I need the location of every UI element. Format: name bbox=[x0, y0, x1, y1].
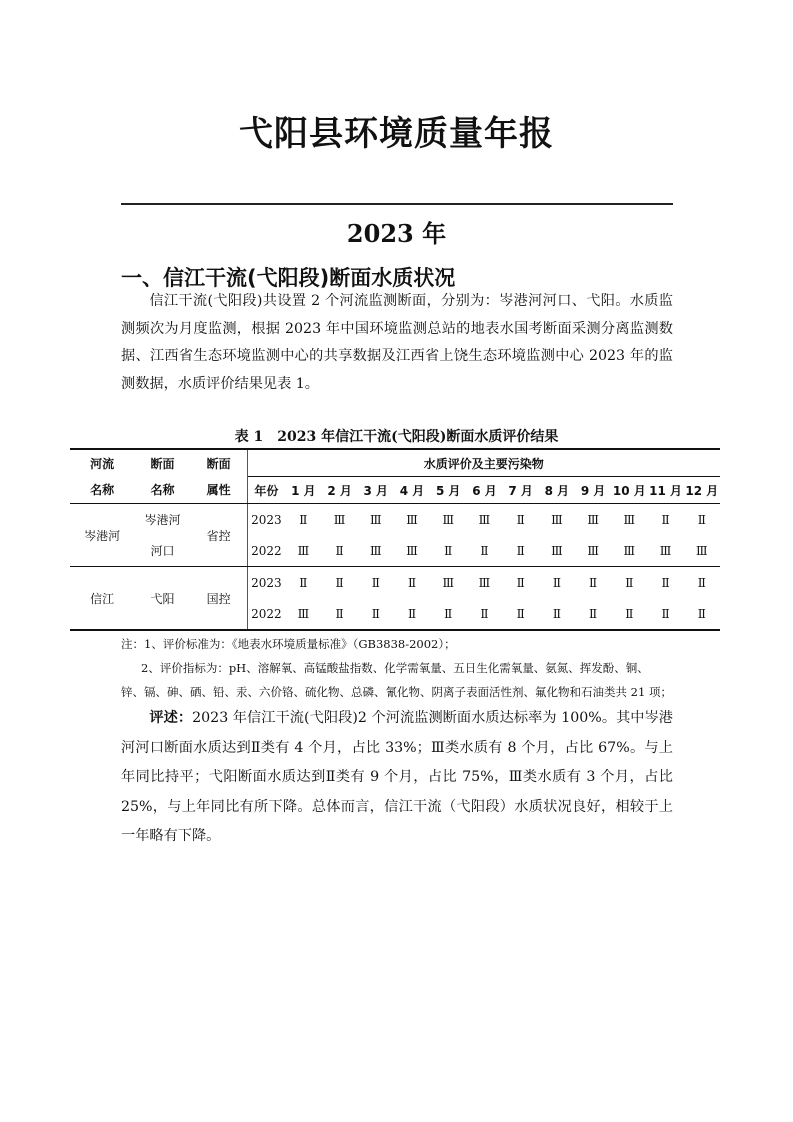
grade-cell: Ⅱ bbox=[371, 575, 380, 590]
header-month: 9 月 bbox=[575, 477, 611, 504]
header-month: 6 月 bbox=[466, 477, 502, 504]
section-name: 岑港河 bbox=[144, 513, 181, 527]
grade-cell: Ⅱ bbox=[516, 575, 525, 590]
header-month: 10 月 bbox=[611, 477, 647, 504]
header-section-line2: 名称 bbox=[134, 477, 190, 504]
river-name: 岑港河 bbox=[70, 504, 134, 567]
grade-cell: Ⅲ bbox=[370, 512, 382, 527]
grade-cell: Ⅱ bbox=[697, 575, 706, 590]
grade-cell: Ⅱ bbox=[539, 598, 575, 630]
header-attribute: 断面 bbox=[191, 449, 247, 477]
grade-cell: Ⅱ bbox=[335, 575, 344, 590]
grade-cell: Ⅱ bbox=[552, 575, 561, 590]
grade-cell: Ⅱ bbox=[661, 512, 670, 527]
header-month: 4 月 bbox=[394, 477, 430, 504]
grade-cell: Ⅲ bbox=[333, 512, 346, 527]
report-title: 弋阳县环境质量年报 bbox=[239, 114, 554, 154]
grade-cell: Ⅱ bbox=[466, 535, 502, 567]
grade-cell: Ⅱ bbox=[661, 575, 670, 590]
header-month: 8 月 bbox=[539, 477, 575, 504]
grade-cell: Ⅲ bbox=[358, 535, 394, 567]
table-row bbox=[70, 504, 720, 536]
grade-cell: Ⅱ bbox=[321, 535, 357, 567]
grade-cell: Ⅱ bbox=[430, 535, 466, 567]
header-month: 7 月 bbox=[503, 477, 539, 504]
grade-cell: Ⅲ bbox=[285, 535, 321, 567]
grade-cell: Ⅲ bbox=[539, 535, 575, 567]
grade-cell: Ⅱ bbox=[299, 575, 308, 590]
header-month: 11 月 bbox=[647, 477, 683, 504]
table-row bbox=[70, 535, 720, 567]
grade-cell: Ⅲ bbox=[478, 512, 491, 527]
grade-cell: Ⅲ bbox=[442, 575, 455, 590]
section-attribute: 国控 bbox=[191, 567, 247, 631]
grade-cell: Ⅱ bbox=[407, 575, 417, 590]
grade-cell: Ⅲ bbox=[406, 512, 418, 527]
grade-cell: Ⅱ bbox=[466, 598, 502, 630]
grade-cell: Ⅱ bbox=[589, 575, 598, 590]
header-month: 12 月 bbox=[684, 477, 720, 504]
header-year: 年份 bbox=[247, 477, 285, 504]
grade-cell: Ⅱ bbox=[503, 535, 539, 567]
header-section: 断面 bbox=[134, 449, 190, 477]
grade-cell: Ⅱ bbox=[611, 598, 647, 630]
row-year: 2023 bbox=[251, 512, 282, 527]
header-river-line2: 名称 bbox=[70, 477, 134, 504]
grade-cell: Ⅲ bbox=[442, 512, 455, 527]
review-text: 2023 年信江干流(弋阳段)2 个河流监测断面水质达标率为 100%。其中岑港河河口断面水质达到Ⅱ类有 4 个月，占比 33%；Ⅲ类水质有 8 个月，占比 67%。与上年同比持平；弋阳断面水质达到Ⅱ类有 9 个月，占比 75%，Ⅲ类水质有 3 个月，占比 25%，与上年同比有所下降。总体而言，信江干流（弋阳段）水质状况良好，相较于上一年略有下降。 bbox=[121, 710, 673, 844]
table-caption: 表 1 2023 年信江干流(弋阳段)断面水质评价结果 bbox=[234, 429, 559, 445]
grade-cell: Ⅲ bbox=[684, 535, 720, 567]
header-month: 5 月 bbox=[430, 477, 466, 504]
intro-paragraph: 信江干流(弋阳段)共设置 2 个河流监测断面，分别为：岑港河河口、弋阳。水质监测频次为月度监测，根据 2023 年中国环境监测总站的地表水国考断面采测分离监测数据、江西省生态环境监测中心的共享数据及江西省上饶生态环境监测中心 2023 年的监测数据，水质评价结果见表 1。 bbox=[121, 293, 673, 392]
note-line: 锌、镉、砷、硒、铅、汞、六价铬、硫化物、总磷、氰化物、阴离子表面活性剂、氟化物和石油类共 21 项； bbox=[121, 685, 672, 699]
grade-cell: Ⅲ bbox=[647, 535, 683, 567]
grade-cell: Ⅱ bbox=[625, 575, 634, 590]
report-year: 2023 年 bbox=[346, 219, 447, 248]
header-month: 3 月 bbox=[358, 477, 394, 504]
section-attribute: 省控 bbox=[191, 504, 247, 567]
section-name: 弋阳 bbox=[134, 567, 190, 631]
header-month: 1 月 bbox=[285, 477, 321, 504]
grade-cell: Ⅲ bbox=[575, 535, 611, 567]
table-header-row bbox=[70, 449, 720, 477]
review-paragraph bbox=[121, 704, 673, 852]
grade-cell: Ⅱ bbox=[394, 598, 430, 630]
grade-cell: Ⅲ bbox=[551, 512, 563, 527]
grade-cell: Ⅱ bbox=[647, 598, 683, 630]
note-line: 注：1、评价标准为：《地表水环境质量标准》（GB3838-2002）； bbox=[121, 637, 456, 651]
grade-cell: Ⅱ bbox=[516, 512, 525, 527]
grade-cell: Ⅱ bbox=[684, 598, 720, 630]
grade-cell: Ⅲ bbox=[611, 535, 647, 567]
header-group: 水质评价及主要污染物 bbox=[247, 449, 720, 477]
grade-cell: Ⅲ bbox=[285, 598, 321, 630]
section-heading: 一、信江干流(弋阳段)断面水质状况 bbox=[121, 266, 456, 290]
table-row bbox=[70, 567, 720, 599]
river-name: 信江 bbox=[70, 567, 134, 631]
table-subheader-row bbox=[70, 477, 720, 504]
water-quality-table bbox=[70, 448, 720, 631]
header-river: 河流 bbox=[70, 449, 134, 477]
row-year: 2022 bbox=[247, 535, 285, 567]
grade-cell: Ⅱ bbox=[503, 598, 539, 630]
section-name-line2: 河口 bbox=[134, 535, 190, 567]
grade-cell: Ⅲ bbox=[587, 512, 599, 527]
grade-cell: Ⅱ bbox=[358, 598, 394, 630]
header-attribute-line2: 属性 bbox=[191, 477, 247, 504]
grade-cell: Ⅲ bbox=[394, 535, 430, 567]
review-label: 评述： bbox=[149, 710, 193, 726]
table-notes bbox=[121, 632, 681, 704]
grade-cell: Ⅱ bbox=[575, 598, 611, 630]
grade-cell: Ⅱ bbox=[430, 598, 466, 630]
header-month: 2 月 bbox=[321, 477, 357, 504]
note-line: 2、评价指标为：pH、溶解氧、高锰酸盐指数、化学需氧量、五日生化需氧量、氨氮、挥发酚、铜、 bbox=[141, 661, 649, 675]
grade-cell: Ⅱ bbox=[697, 512, 706, 527]
title-divider bbox=[121, 203, 673, 205]
grade-cell: Ⅱ bbox=[321, 598, 357, 630]
grade-cell: Ⅱ bbox=[299, 512, 308, 527]
row-year: 2022 bbox=[247, 598, 285, 630]
grade-cell: Ⅲ bbox=[478, 575, 491, 590]
row-year: 2023 bbox=[251, 575, 282, 590]
grade-cell: Ⅲ bbox=[623, 512, 636, 527]
